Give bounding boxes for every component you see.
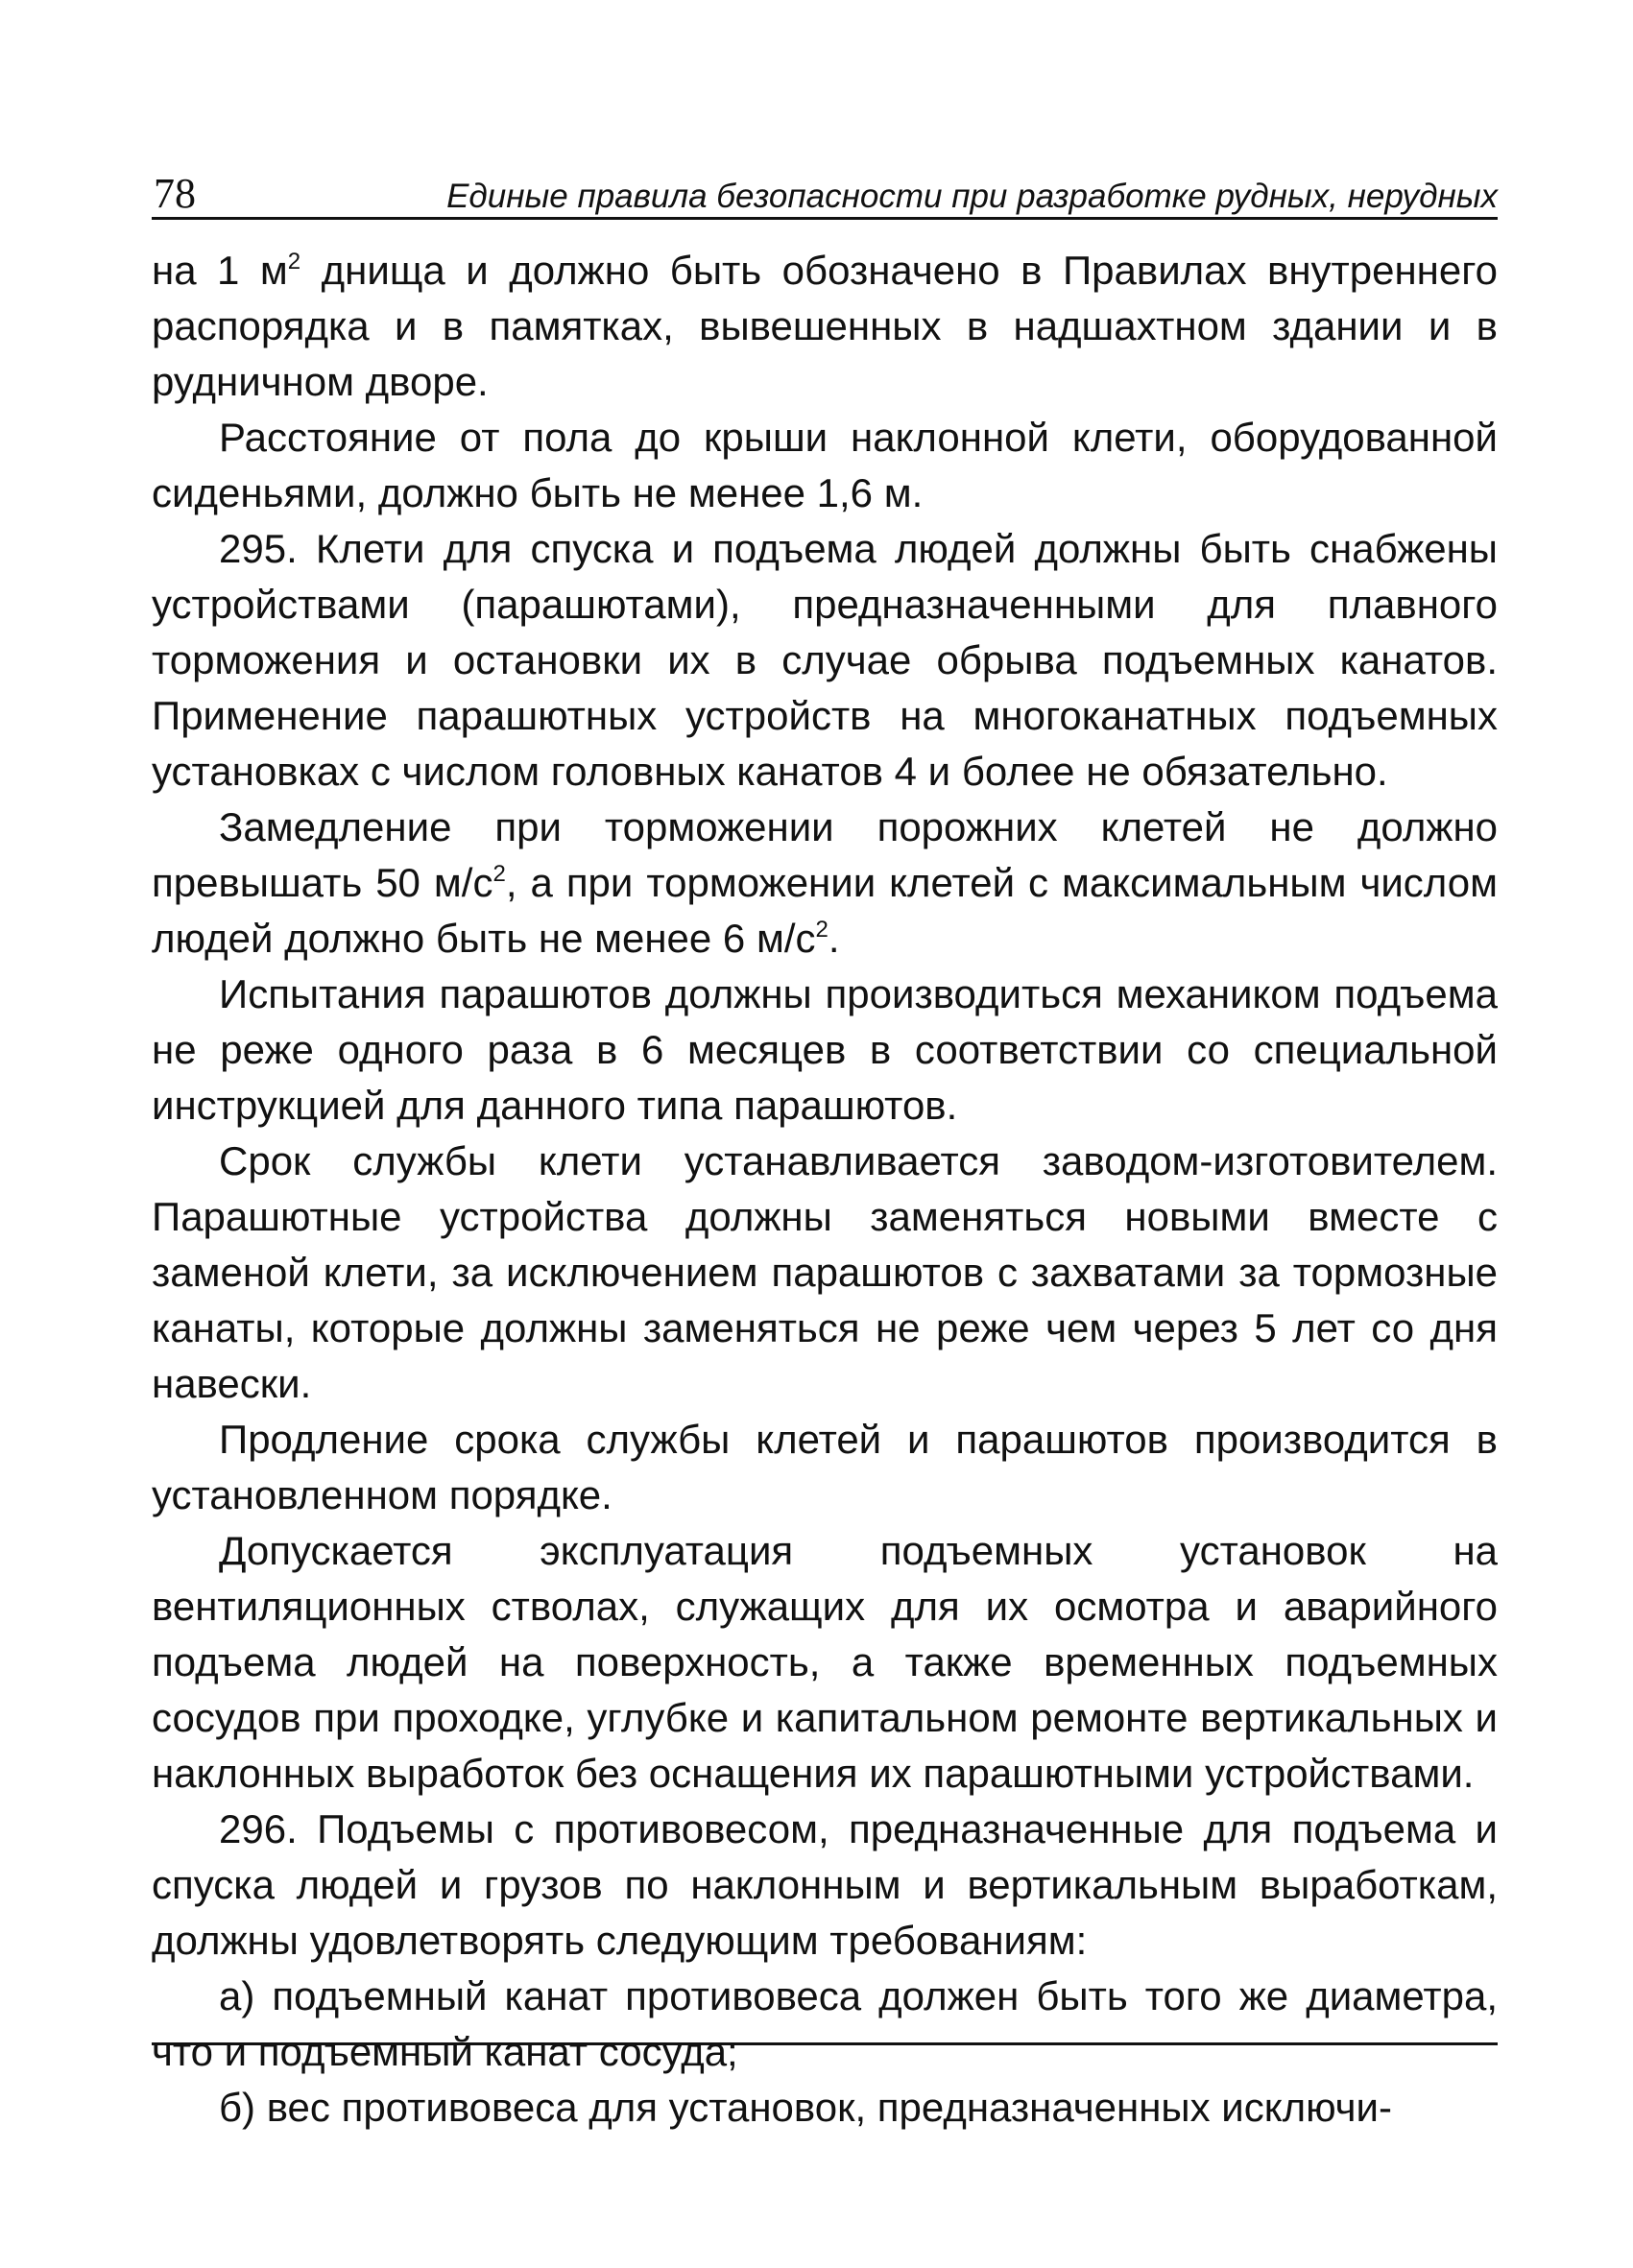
paragraph-295: 295. Клети для спуска и подъема людей должны быть снабжены устройствами (парашютами), предназначенными для плавного торможения и остановки их в случае обрыва подъемных канатов. Применение парашютных устройств на многоканатных подъемных установках с числом головных канатов 4 и более не обязательно. [152, 526, 1498, 794]
bottom-rule [152, 2042, 1498, 2045]
superscript: 2 [492, 861, 506, 887]
paragraph-continuation: на 1 $м^2$ днища и должно быть обозначено в Правилах внутреннего распорядка и в памятках, вывешенных в надшахтном здании и в рудничном дворе. [152, 248, 1498, 404]
paragraph: Расстояние от пола до крыши наклонной клети, оборудованной сиденьями, должно быть не менее 1,6 м. [152, 415, 1498, 515]
paragraph: Срок службы клети устанавливается заводом-изготовителем. Парашютные устройства должны заменяться новыми вместе с заменой клети, за исключением парашютов с захватами за тормозные канаты, которые должны заменяться не реже чем через 5 лет со дня навески. [152, 1138, 1498, 1406]
paragraph: Испытания парашютов должны производиться механиком подъема не реже одного раза в 6 месяцев в соответствии со специальной инструкцией для данного типа парашютов. [152, 971, 1498, 1128]
paragraph: Замедление при торможении порожних клетей не должно превышать 50 $м/с^2$, а при торможении клетей с максимальным числом людей должно быть не менее 6 $м/с^2$. [152, 804, 1498, 961]
paragraph: Продление срока службы клетей и парашютов производится в установленном порядке. [152, 1417, 1498, 1517]
paragraph-296: 296. Подъемы с противовесом, предназначенные для подъема и спуска людей и грузов по наклонным и вертикальным выработкам, должны удовлетворять следующим требованиям: [152, 1806, 1498, 1963]
superscript: 2 [815, 917, 829, 943]
list-item-a: а) подъемный канат противовеса должен быть того же диаметра, что и подъемный канат сосуда; [152, 1973, 1498, 2074]
page [152, 163, 1498, 2136]
running-title: Единые правила безопасности при разработке рудных, нерудных [446, 178, 1498, 215]
body-text [152, 243, 1498, 2136]
superscript: 2 [287, 249, 301, 275]
paragraph: Допускается эксплуатация подъемных установок на вентиляционных стволах, служащих для их осмотра и аварийного подъема людей на поверхность, а также временных подъемных сосудов при проходке, углубке и капитальном ремонте вертикальных и наклонных выработок без оснащения их парашютными устройствами. [152, 1528, 1498, 1796]
list-item-b: б) вес противовеса для установок, предназначенных исключи- [219, 2085, 1392, 2130]
running-header [152, 163, 1498, 220]
page-number: 78 [154, 170, 196, 217]
